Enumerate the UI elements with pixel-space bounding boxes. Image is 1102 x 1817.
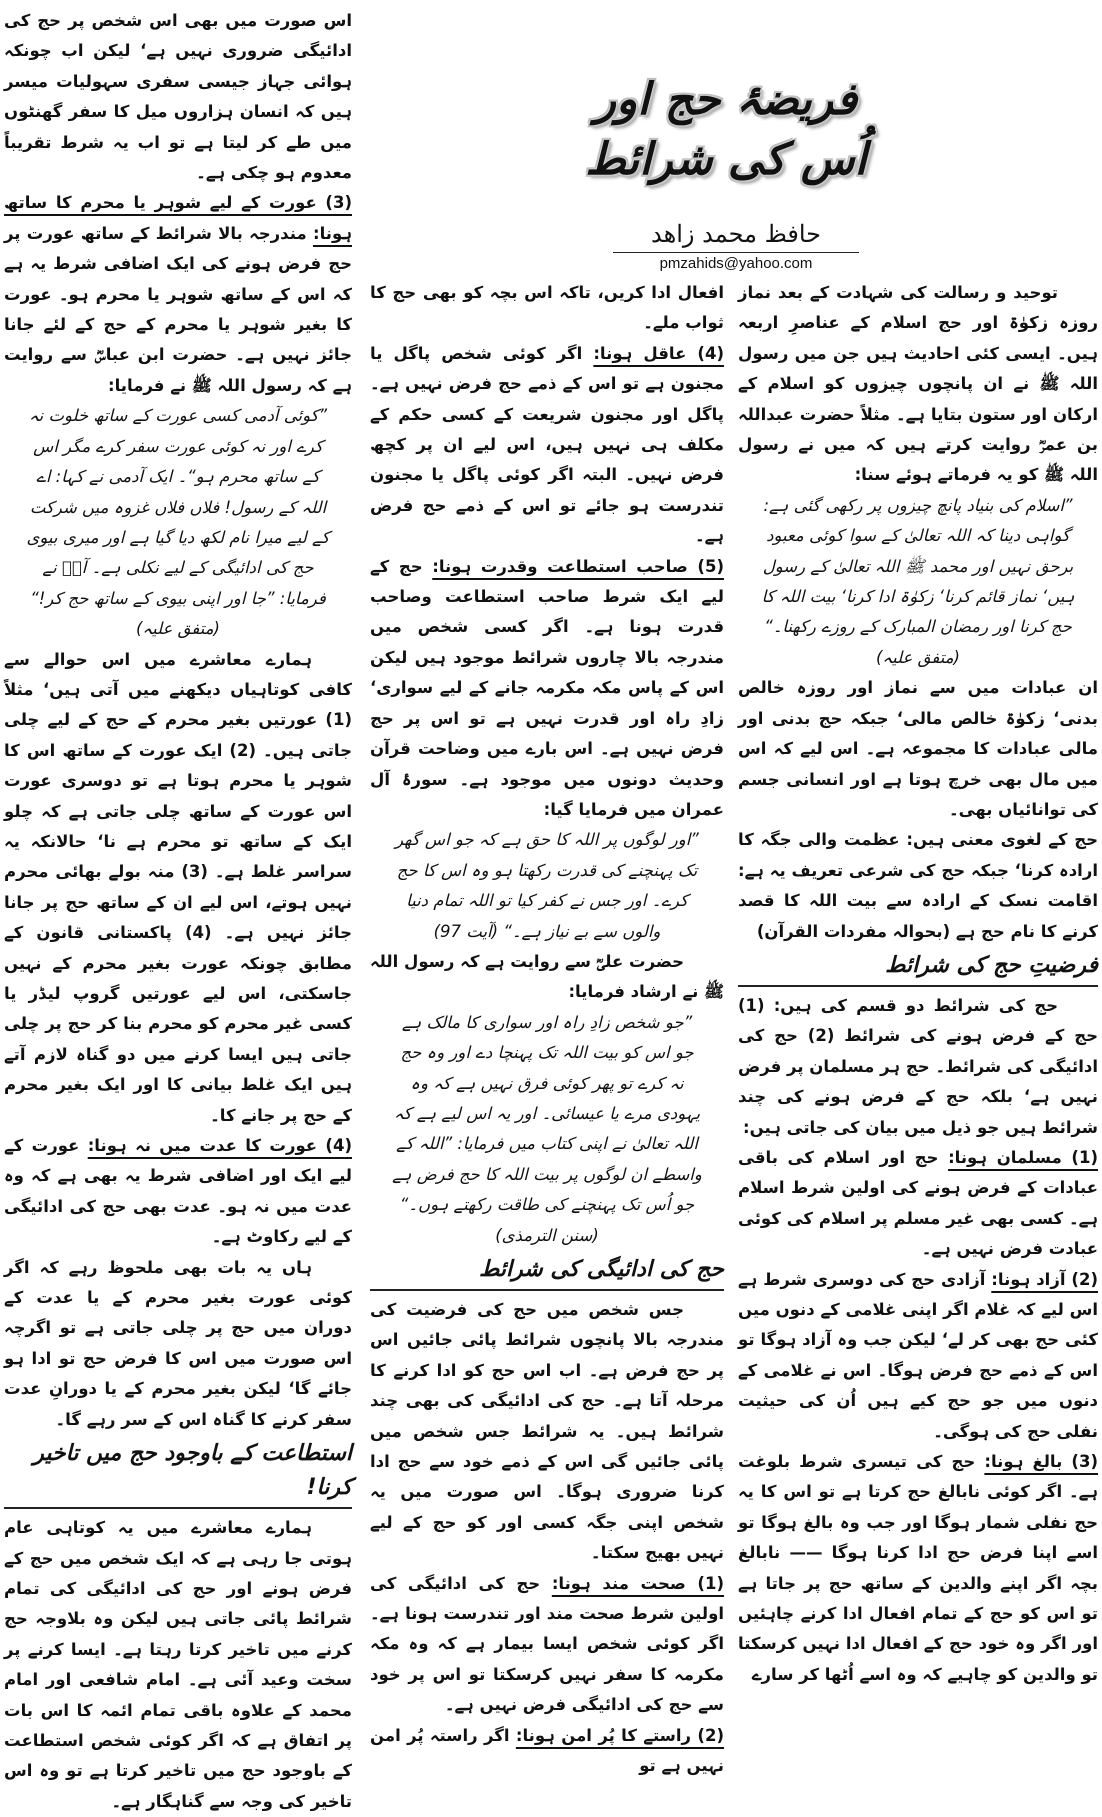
paragraph: ان عبادات میں سے نماز اور روزہ خالص بدنی‘ زکوٰۃ خالص مالی‘ جبکہ حج بدنی اور مالی عبادات کا مجموعہ ہے۔ اس لیے کہ اس میں مال بھی خرچ ہوتا ہے اور انسانی جسم کی توانائیاں بھی۔ <box>738 678 1098 819</box>
condition-label: (1) صحت مند ہونا: <box>551 1573 725 1593</box>
quran-quote: ”اور لوگوں پر اللہ کا حق ہے کہ جو اس گھر تک پہنچنے کی قدرت رکھتا ہو وہ اس کا حج کرے۔ اور جس نے کفر کیا تو اللہ تمام دنیا والوں سے بے نیاز ہے۔“ (آیت 97) <box>395 830 699 941</box>
section-heading: حج کی ادائیگی کی شرائط <box>370 1253 724 1291</box>
condition-item <box>4 188 352 401</box>
section-heading: استطاعت کے باوجود حج میں تاخیر کرنا! <box>4 1437 352 1509</box>
condition-label: (5) صاحب استطاعت وقدرت ہونا: <box>432 556 724 576</box>
author-email: pmzahids@yahoo.com <box>659 255 813 272</box>
condition-text: مندرجہ بالا شرائط کے ساتھ عورت پر حج فرض ہونے کی ایک اضافی شرط یہ ہے کہ اس کے ساتھ شوہر یا محرم ہو۔ عورت کا بغیر شوہر یا محرم کے حج کے لئے جانا جائز نہیں ہے۔ حضرت ابن عباسؓ سے روایت ہے کہ رسول اللہ ﷺ نے فرمایا: <box>4 223 352 395</box>
paragraph: افعال ادا کریں، تاکہ اس بچہ کو بھی حج کا ثواب ملے۔ <box>370 283 724 333</box>
condition-label: (3) عورت کے لیے شوہر یا محرم کا ساتھ ہونا: <box>4 193 352 243</box>
condition-item <box>738 1143 1098 1265</box>
condition-item <box>370 339 724 552</box>
condition-item <box>370 1721 724 1782</box>
article-title: فریضۂ حج اور اُس کی شرائط <box>585 74 867 185</box>
paragraph: جس شخص میں حج کی فرضیت کی مندرجہ بالا پانچوں شرائط پائی جائیں اس پر حج فرض ہے۔ اب اس حج کو ادا کرنے کا مرحلہ آتا ہے۔ حج کی ادائیگی کی بھی چند شرائط ہیں۔ یہ شرائط جس شخص میں پائی جائیں گی اس کے ذمے خود سے حج ادا کرنا ضروری ہوگا۔ اس صورت میں یہ شخص اپنی جگہ کسی اور کو حج کے لیے نہیں بھیج سکتا۔ <box>370 1300 724 1563</box>
paragraph: اس صورت میں بھی اس شخص پر حج کی ادائیگی ضروری نہیں ہے‘ لیکن اب چونکہ ہوائی جہاز جیسی سفری سہولیات میسر ہیں کہ انسان ہزاروں میل کا سفر گھنٹوں میں طے کر لیتا ہے تو اب یہ شرط تقریباً معدوم ہو چکی ہے۔ <box>4 11 352 183</box>
condition-text: حج کی ادائیگی کی اولین شرط صحت مند اور تندرست ہونا ہے۔ اگر کوئی شخص ایسا بیمار ہے کہ وہ مکہ مکرمہ کا سفر نہیں کرسکتا تو اس پر خود سے حج کی ادائیگی فرض نہیں ہے۔ <box>370 1573 724 1715</box>
column-right <box>738 278 1098 1690</box>
paragraph: حج کی شرائط دو قسم کی ہیں: (1) حج کے فرض ہونے کی شرائط (2) حج کی ادائیگی کی شرائط۔ حج ہر مسلمان پر فرض نہیں ہے‘ بلکہ حج کے فرض ہونے کی چند شرائط ہیں جو ذیل میں بیان کی جاتی ہیں: <box>738 995 1099 1137</box>
condition-item <box>738 1447 1098 1690</box>
condition-item <box>4 1131 352 1253</box>
column-middle <box>370 278 724 1782</box>
condition-text: آزادی حج کی دوسری شرط ہے اس لیے کہ غلام اگر اپنی غلامی کے دنوں میں کئی حج بھی کر لے‘ لیکن جب وہ آزاد ہوگا تو اس کے ذمے حج فرض ہوگا۔ اس نے غلامی کے دنوں میں جو حج کیے ہیں اُن کی حیثیت نفلی حج کی ہوگی۔ <box>738 1269 1098 1441</box>
condition-label: (3) بالغ ہونا: <box>984 1452 1099 1472</box>
article-header <box>556 70 896 272</box>
paragraph: توحید و رسالت کی شہادت کے بعد نماز روزہ زکوٰۃ اور حج اسلام کے عناصرِ اربعہ ہیں۔ ایسی کئی احادیث ہیں جن میں رسول اللہ ﷺ نے ان پانچوں چیزوں کو اسلام کے ارکان اور ستون بتایا ہے۔ مثلاً حضرت عبداللہ بن عمرؓ روایت کرتے ہیں کہ میں نے رسول اللہ ﷺ کو یہ فرماتے ہوئے سنا: <box>738 283 1098 485</box>
paragraph: حضرت علیؓ سے روایت ہے کہ رسول اللہ ﷺ نے ارشاد فرمایا: <box>370 951 724 1002</box>
condition-label: (4) عاقل ہونا: <box>593 343 724 363</box>
condition-label: (2) آزاد ہونا: <box>991 1269 1098 1289</box>
condition-item <box>370 552 724 826</box>
condition-item <box>738 1265 1098 1447</box>
condition-text: حج کے لیے ایک شرط صاحب استطاعت وصاحب قدرت ہونا ہے۔ اگر کسی شخص میں مندرجہ بالا چاروں شرائط موجود ہیں لیکن اس کے پاس مکہ مکرمہ جانے کے لیے سواری‘ زادِ راہ اور قدرت نہیں ہے تو اس پر حج فرض نہیں ہے۔ اس بارے میں وضاحت قرآن وحدیث دونوں میں موجود ہے۔ سورۂ آل عمران میں فرمایا گیا: <box>370 556 724 819</box>
column-left <box>4 6 352 1817</box>
condition-text: عورت کے لیے ایک اور اضافی شرط یہ بھی ہے کہ وہ عدت میں نہ ہو۔ عدت بھی حج کی ادائیگی کے لیے رکاوٹ ہے۔ <box>4 1136 352 1247</box>
author-name: حافظ محمد زاھد <box>613 220 859 253</box>
condition-text: اگر راستہ پُر امن نہیں ہے تو <box>370 1725 724 1776</box>
section-heading: فرضیتِ حج کی شرائط <box>738 949 1098 987</box>
condition-label: (1) مسلمان ہونا: <box>948 1147 1098 1167</box>
paragraph: ہاں یہ بات بھی ملحوظ رہے کہ اگر کوئی عورت بغیر محرم کے یا عدت کے دوران میں حج پر چلی جاتی ہے تو اگرچہ اس صورت میں اس کا فرض حج تو ادا ہو جائے گا‘ لیکن بغیر محرم کے یا دورانِ عدت سفر کرنے کا گناہ اس کے سر رہے گا۔ <box>4 1257 352 1429</box>
hadith-quote: ”کوئی آدمی کسی عورت کے ساتھ خلوت نہ کرے اور نہ کوئی عورت سفر کرے مگر اس کے ساتھ محرم ہو“۔ ایک آدمی نے کہا: اے اللہ کے رسول! فلاں فلاں غزوہ میں شرکت کے لیے میرا نام لکھ دیا گیا ہے اور میری بیوی حج کی ادائیگی کے لیے نکلی ہے۔ آپؐ نے فرمایا: ”جا اور اپنی بیوی کے ساتھ حج کر!“ (متفق علیہ) <box>26 406 330 639</box>
condition-item <box>370 1569 724 1721</box>
hadith-quote: ”جو شخص زادِ راہ اور سواری کا مالک ہے جو اس کو بیت اللہ تک پہنچا دے اور وہ حج نہ کرے تو پھر کوئی فرق نہیں ہے کہ وہ یہودی مرے یا عیسائی۔ اور یہ اس لیے ہے کہ اللہ تعالیٰ نے اپنی کتاب میں فرمایا: ”اللہ کے واسطے ان لوگوں پر بیت اللہ کا حج فرض ہے جو اُس تک پہنچنے کی طاقت رکھتے ہوں۔“ (سنن الترمذی) <box>392 1012 702 1245</box>
paragraph: ہمارے معاشرے میں یہ کوتاہی عام ہوتی جا رہی ہے کہ ایک شخص میں حج کے فرض ہونے اور حج کی ادائیگی کی تمام شرائط پائی جاتی ہیں لیکن وہ بلاوجہ حج کرنے میں تاخیر کرتا رہتا ہے۔ ایسا کرنے پر سخت وعید آئی ہے۔ امام شافعی اور امام محمد کے علاوہ باقی تمام ائمہ کا اس بات پر اتفاق ہے کہ اگر کوئی شخص استطاعت کے باوجود حج میں تاخیر کرتا ہے تو وہ اس تاخیر کی وجہ سے گناہگار ہے۔ <box>4 1518 352 1811</box>
paragraph: ہمارے معاشرے میں اس حوالے سے کافی کوتاہیاں دیکھنے میں آتی ہیں‘ مثلاً (1) عورتیں بغیر محرم کے حج کے لیے چلی جاتی ہیں۔ (2) ایک عورت کے ساتھ اس کا شوہر یا محرم ہوتا ہے تو دوسری عورت اس عورت کے ساتھ چلی جاتی ہے کہ چلو ایک کے ساتھ تو محرم ہے نا‘ حالانکہ یہ سراسر غلط ہے۔ (3) منہ بولے بھائی محرم نہیں ہوتے، اس لیے ان کے ساتھ حج پر جانا جائز نہیں ہے۔ (4) پاکستانی قانون کے مطابق چونکہ عورت بغیر محرم کے نہیں جاسکتی، اس لیے عورتیں گروپ لیڈر یا کسی غیر محرم کو محرم بنا کر حج پر چلی جاتی ہیں ایسا کرنے میں دو گناہ لازم آتے ہیں ایک غلط بیانی کا اور ایک بغیر محرم کے حج پر جانے کا۔ <box>4 649 352 1125</box>
condition-text: حج اور اسلام کی باقی عبادات کے فرض ہونے کی اولین شرط اسلام ہے۔ کسی بھی غیر مسلم پر اسلام کی کوئی عبادت فرض نہیں ہے۔ <box>738 1147 1098 1259</box>
condition-text: اگر کوئی شخص پاگل یا مجنون ہے تو اس کے ذمے حج فرض نہیں ہے۔ پاگل اور مجنون شریعت کے کسی حکم کے مکلف ہی نہیں ہیں، اس لیے ان پر کچھ فرض نہیں۔ البتہ اگر کوئی پاگل یا مجنون تندرست ہو جائے تو اس کے ذمے حج فرض ہے۔ <box>370 343 724 546</box>
hadith-quote: ”اسلام کی بنیاد پانچ چیزوں پر رکھی گئی ہے: گواہی دینا کہ اللہ تعالیٰ کے سوا کوئی معبود برحق نہیں اور محمد ﷺ اللہ تعالیٰ کے رسول ہیں‘ نماز قائم کرنا‘ زکوٰۃ ادا کرنا‘ بیت اللہ کا حج کرنا اور رمضان المبارک کے روزے رکھنا۔“ (متفق علیہ) <box>761 495 1075 667</box>
paragraph: حج کے لغوی معنی ہیں: عظمت والی جگہ کا ارادہ کرنا‘ جبکہ حج کی شرعی تعریف یہ ہے: اقامت نسک کے ارادہ سے بیت اللہ کا قصد کرنے کا نام حج ہے (بحوالہ مفردات القرآن) <box>738 830 1098 941</box>
condition-label: (4) عورت کا عدت میں نہ ہونا: <box>87 1136 353 1156</box>
condition-label: (2) راستے کا پُر امن ہونا: <box>515 1725 724 1745</box>
condition-text: حج کی تیسری شرط بلوغت ہے۔ اگر کوئی نابالغ حج کرتا ہے تو اس کا یہ حج نفلی شمار ہوگا اور جب وہ بالغ ہوگا تو اسے اپنا فرض حج ادا کرنا ہوگا —— نابالغ بچہ اگر اپنے والدین کے ساتھ حج پر جاتا ہے تو اس کو حج کے تمام افعال ادا کرنے چاہئیں اور اگر وہ خود حج کے افعال ادا نہیں کرسکتا تو والدین کو چاہیے کہ وہ اسے اُٹھا کر سارے <box>738 1452 1098 1684</box>
